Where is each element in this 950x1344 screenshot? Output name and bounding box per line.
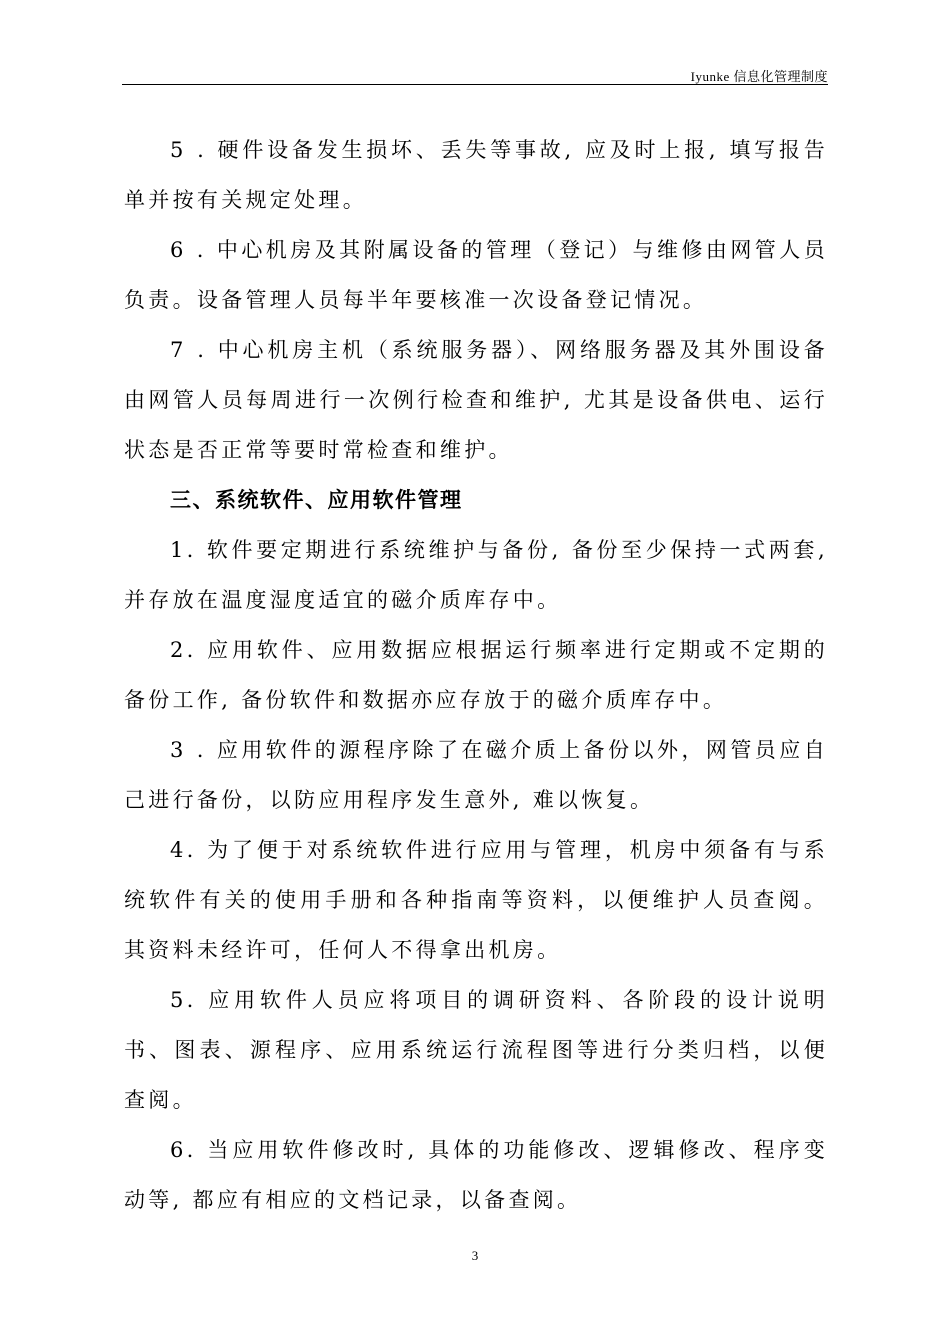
running-header: Iyunke 信息化管理制度 (690, 69, 828, 84)
paragraph-hardware-6: 6 . 中心机房及其附属设备的管理（登记）与维修由网管人员负责。设备管理人员每半年要核准一次设备登记情况。 (124, 238, 828, 312)
paragraph-software-4: 4. 为了便于对系统软件进行应用与管理，机房中须备有与系统软件有关的使用手册和各种指南等资料，以便维护人员查阅。其资料未经许可，任何人不得拿出机房。 (124, 838, 828, 962)
header-divider (122, 84, 828, 85)
document-body (124, 125, 828, 1225)
paragraph-hardware-5: 5 . 硬件设备发生损坏、丢失等事故, 应及时上报, 填写报告单并按有关规定处理。 (124, 138, 828, 212)
paragraph-software-5: 5. 应用软件人员应将项目的调研资料、各阶段的设计说明书、图表、源程序、应用系统运行流程图等进行分类归档，以便查阅。 (124, 988, 828, 1112)
page-number: 3 (471, 1248, 479, 1263)
paragraph-hardware-7: 7 . 中心机房主机（系统服务器）、网络服务器及其外围设备由网管人员每周进行一次例行检查和维护, 尤其是设备供电、运行状态是否正常等要时常检查和维护。 (124, 338, 828, 462)
paragraph-software-2: 2. 应用软件、应用数据应根据运行频率进行定期或不定期的备份工作, 备份软件和数据亦应存放于的磁介质库存中。 (124, 638, 828, 712)
paragraph-software-1: 1. 软件要定期进行系统维护与备份, 备份至少保持一式两套, 并存放在温度湿度适宜的磁介质库存中。 (124, 538, 828, 612)
section-heading-software: 三、系统软件、应用软件管理 (170, 488, 463, 512)
paragraph-software-3: 3 . 应用软件的源程序除了在磁介质上备份以外，网管员应自己进行备份，以防应用程序发生意外, 难以恢复。 (124, 738, 828, 812)
paragraph-software-6: 6. 当应用软件修改时, 具体的功能修改、逻辑修改、程序变动等, 都应有相应的文档记录，以备查阅。 (124, 1138, 828, 1212)
